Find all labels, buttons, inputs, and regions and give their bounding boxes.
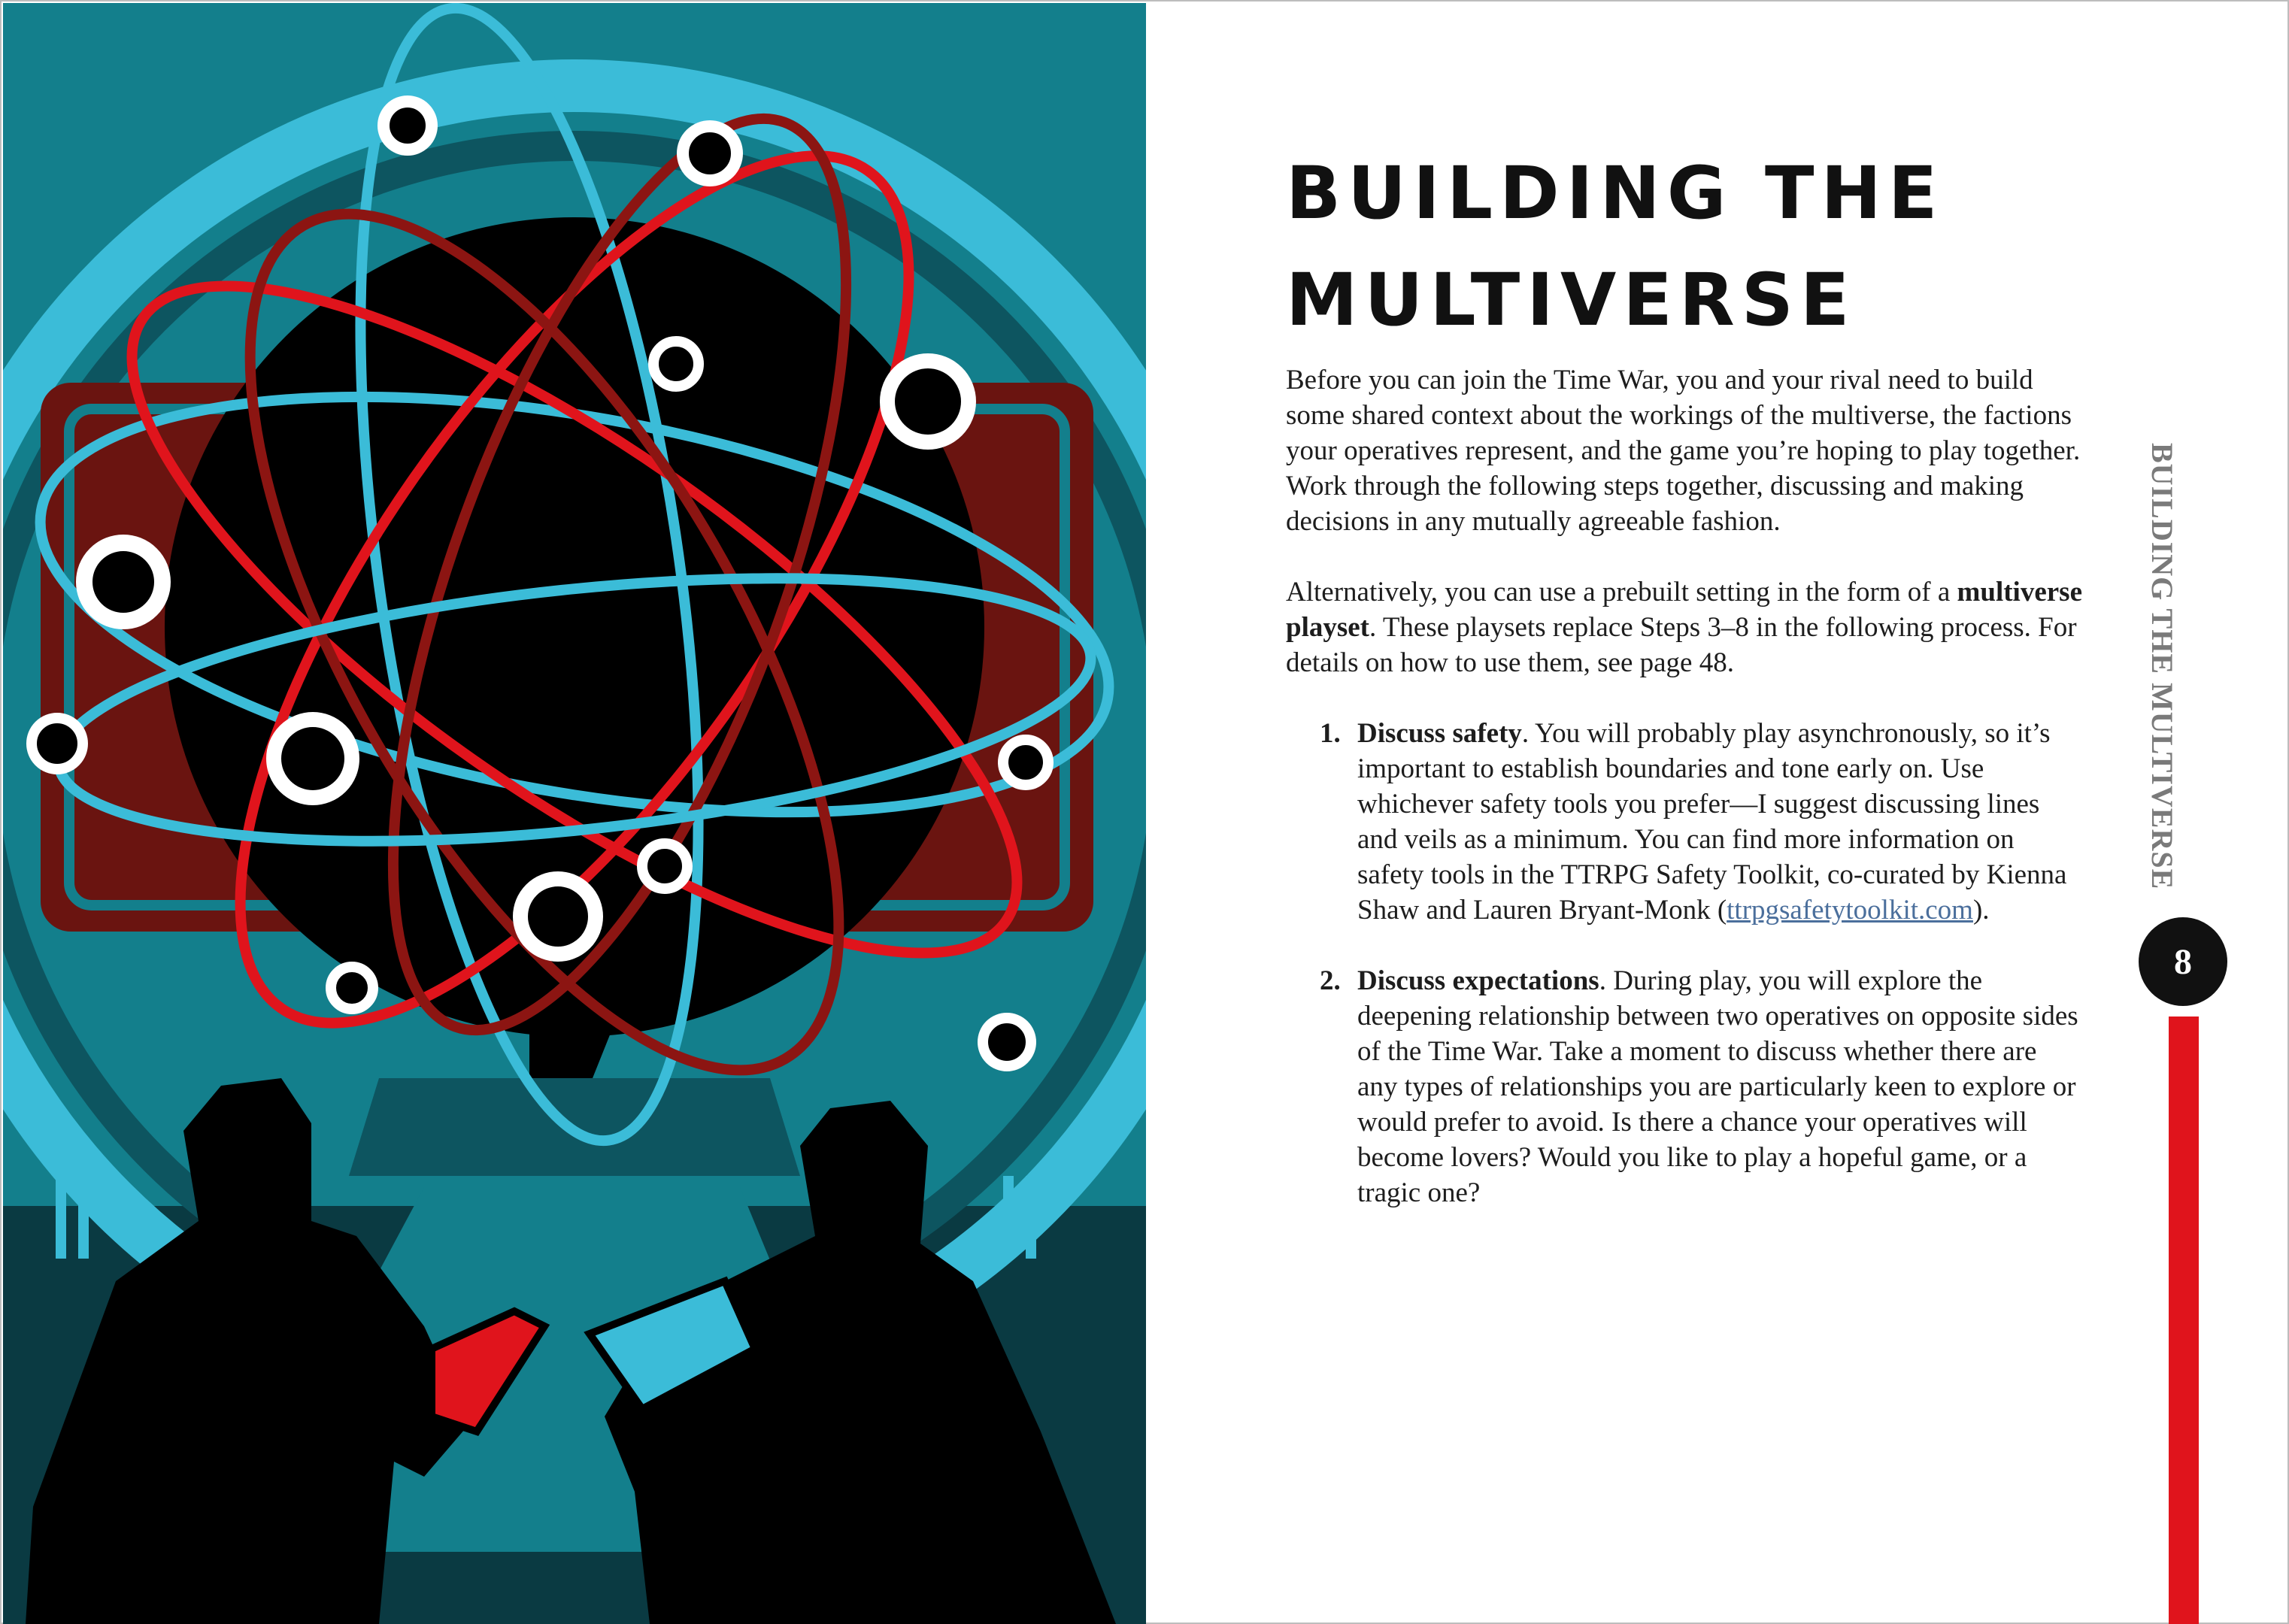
body-copy (1286, 362, 2083, 1246)
intro-paragraph: Before you can join the Time War, you and your rival need to build some shared context about the workings of the multiverse, the factions your operatives represent, and the game you’re hoping to play together. Work through the following steps together, discussing and making decisions in any mutually agreeable fashion. (1286, 365, 2081, 537)
particle (84, 543, 162, 621)
multiverse-illustration (3, 3, 1146, 1624)
vent (78, 1176, 89, 1259)
chapter-tab-label: BUILDING THE MULTIVERSE (2145, 443, 2179, 890)
particle (384, 102, 432, 150)
particle (1003, 740, 1048, 785)
alternative-paragraph (1286, 574, 2083, 680)
page-title (1286, 140, 1963, 353)
chapter-color-bar (2169, 1017, 2199, 1624)
step-number: 2. (1320, 965, 1341, 996)
particle (683, 126, 737, 180)
text-page (1146, 3, 2289, 1624)
particle (983, 1018, 1031, 1066)
atom-artwork (3, 3, 1146, 1624)
vent (1026, 1176, 1036, 1259)
playset-term: multiverse playset (1286, 577, 2082, 643)
chapter-side-tab (2139, 443, 2184, 894)
step-text-after: ). (1972, 895, 1990, 926)
step-text: . During play, you will explore the deepening relationship between two operatives on opposite sides of the Time War. Take a moment to discuss whether there are any types of relationships you are particularly keen to explore or would prefer to avoid. Is there a chance your operatives will become lovers? Would you like to play a hopeful game, or a tragic one? (1357, 965, 2078, 1208)
safety-toolkit-link[interactable]: ttrpgsafetytoolkit.com (1727, 895, 1973, 926)
particle (520, 879, 596, 954)
step-title: Discuss safety (1357, 718, 1522, 749)
particle (331, 967, 373, 1009)
step-text: . You will probably play asynchronously, so it’s important to establish boundaries and tone early on. Use whichever safety tools you prefer—I suggest discussing lines and veils as a minimum. You can find more information on safety tools in the TTRPG Safety Toolkit, co-curated by Kienna Shaw and Lauren Bryant-Monk ( (1357, 718, 2067, 926)
step-title: Discuss expectations (1357, 965, 1599, 996)
vent (56, 1176, 66, 1259)
step-number: 1. (1320, 718, 1341, 749)
alternative-after: . These playsets replace Steps 3–8 in the following process. For details on how to use them, see page 48. (1286, 612, 2077, 678)
title-line-2: MULTIVERSE (1286, 258, 1857, 342)
vent (1003, 1176, 1014, 1259)
steps-list (1286, 716, 2083, 1210)
step-item (1320, 716, 2083, 928)
particle (653, 341, 699, 386)
particle (32, 718, 83, 769)
particle (642, 844, 687, 889)
title-line-1: BUILDING THE (1286, 151, 1945, 235)
page-number: 8 (2139, 917, 2227, 1006)
particle (274, 720, 352, 798)
step-item (1320, 963, 2083, 1210)
alternative-before: Alternatively, you can use a prebuilt setting in the form of a (1286, 577, 1957, 607)
particle (887, 361, 969, 442)
